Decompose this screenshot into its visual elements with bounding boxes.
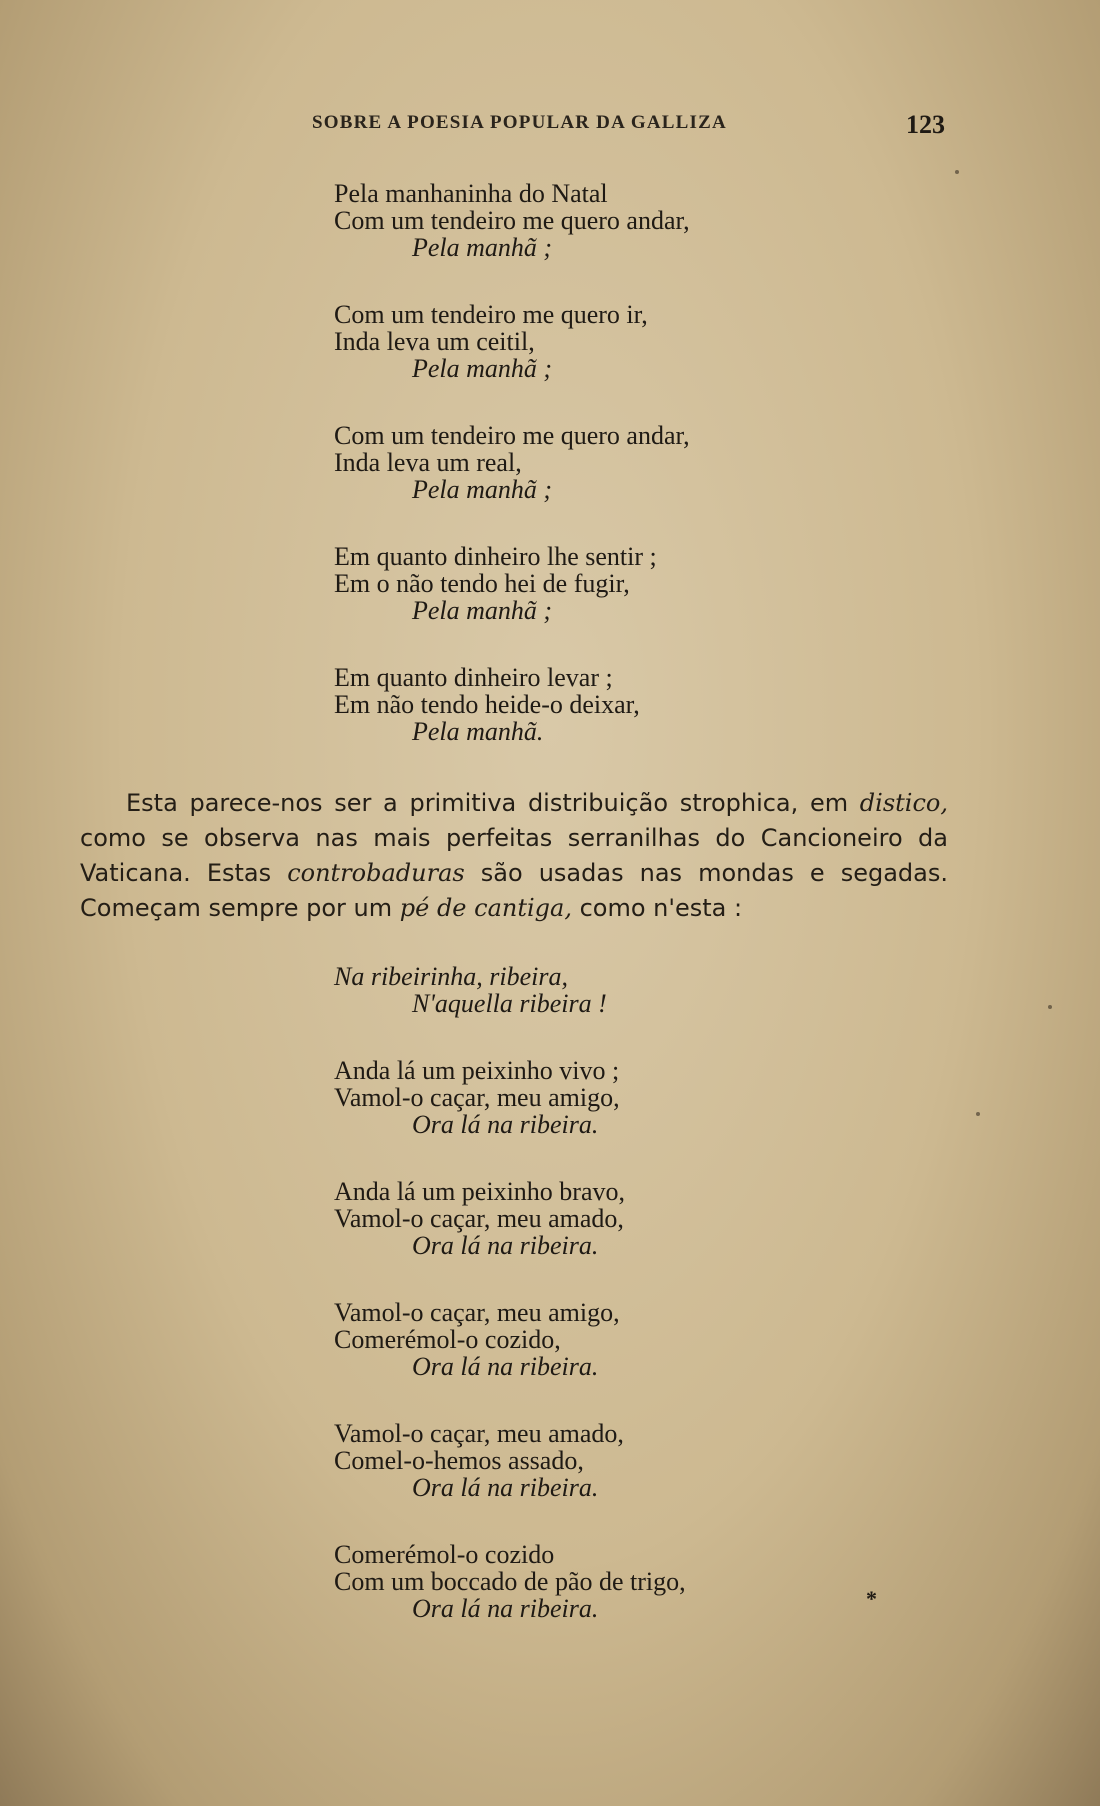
verse-line: Comerémol-o cozido — [334, 1540, 555, 1569]
refrain-line: Ora lá na ribeira. — [412, 1594, 599, 1623]
verse-line: N'aquella ribeira ! — [412, 989, 607, 1018]
poem-pela-manha — [334, 180, 690, 785]
paper-speck — [976, 1112, 980, 1116]
verse-line: Inda leva um real, — [334, 448, 522, 477]
commentary-paragraph — [80, 786, 948, 926]
verse-line: Vamol-o caçar, meu amado, — [334, 1419, 624, 1448]
verse-line: Anda lá um peixinho vivo ; — [334, 1056, 620, 1085]
stanza-head — [334, 963, 686, 1017]
verse-line: Com um boccado de pão de trigo, — [334, 1567, 686, 1596]
page-number: 123 — [906, 110, 945, 139]
verse-line: Em quanto dinheiro lhe sentir ; — [334, 542, 657, 571]
verse-line: Comel-o-hemos assado, — [334, 1446, 584, 1475]
stanza — [334, 422, 690, 503]
paper-speck — [955, 170, 959, 174]
refrain-line: Ora lá na ribeira. — [412, 1110, 599, 1139]
refrain-line: Pela manhã ; — [412, 354, 553, 383]
refrain-line: Pela manhã ; — [412, 475, 553, 504]
verse-line: Vamol-o caçar, meu amigo, — [334, 1298, 620, 1327]
verse-line: Em o não tendo hei de fugir, — [334, 569, 630, 598]
paper-speck — [1048, 1005, 1052, 1009]
verse-line: Comerémol-o cozido, — [334, 1325, 561, 1354]
refrain-line: Ora lá na ribeira. — [412, 1352, 599, 1381]
stanza — [334, 1299, 686, 1380]
paragraph-text — [80, 786, 948, 926]
verse-line: Vamol-o caçar, meu amado, — [334, 1204, 624, 1233]
stanza — [334, 1420, 686, 1501]
verse-line: Com um tendeiro me quero andar, — [334, 421, 690, 450]
signature-mark: * — [866, 1586, 877, 1611]
verse-line: Em não tendo heide-o deixar, — [334, 690, 640, 719]
verse-line: Na ribeirinha, ribeira, — [334, 962, 569, 991]
stanza — [334, 180, 690, 261]
verse-line: Inda leva um ceitil, — [334, 327, 535, 356]
emphasis-controbaduras: controbaduras — [287, 859, 465, 887]
refrain-line: Pela manhã ; — [412, 596, 553, 625]
refrain-line: Pela manhã ; — [412, 233, 553, 262]
stanza — [334, 1541, 686, 1622]
verse-line: Com um tendeiro me quero andar, — [334, 206, 690, 235]
emphasis-distico: distico, — [859, 789, 948, 817]
stanza — [334, 543, 690, 624]
refrain-line: Pela manhã. — [412, 717, 544, 746]
stanza — [334, 1057, 686, 1138]
refrain-line: Ora lá na ribeira. — [412, 1231, 599, 1260]
verse-line: Em quanto dinheiro levar ; — [334, 663, 613, 692]
stanza — [334, 664, 690, 745]
refrain-line: Ora lá na ribeira. — [412, 1473, 599, 1502]
verse-line: Vamol-o caçar, meu amigo, — [334, 1083, 620, 1112]
stanza — [334, 301, 690, 382]
stanza — [334, 1178, 686, 1259]
running-title: SOBRE A POESIA POPULAR DA GALLIZA — [312, 112, 727, 133]
text-run: como n'esta : — [571, 894, 743, 922]
poem-na-ribeirinha — [334, 963, 686, 1662]
text-run: como se observa nas mais perfeitas serranilhas do Cancioneiro da Vaticana. Estas — [80, 824, 948, 887]
verse-line: Pela manhaninha do Natal — [334, 179, 608, 208]
verse-line: Anda lá um peixinho bravo, — [334, 1177, 625, 1206]
text-run: Esta parece-nos ser a primitiva distribuição strophica, em — [126, 789, 860, 817]
verse-line: Com um tendeiro me quero ir, — [334, 300, 648, 329]
emphasis-pe-de-cantiga: pé de cantiga, — [399, 894, 572, 922]
text-run: são usadas nas mondas e segadas. Começam sempre por um — [80, 859, 948, 922]
